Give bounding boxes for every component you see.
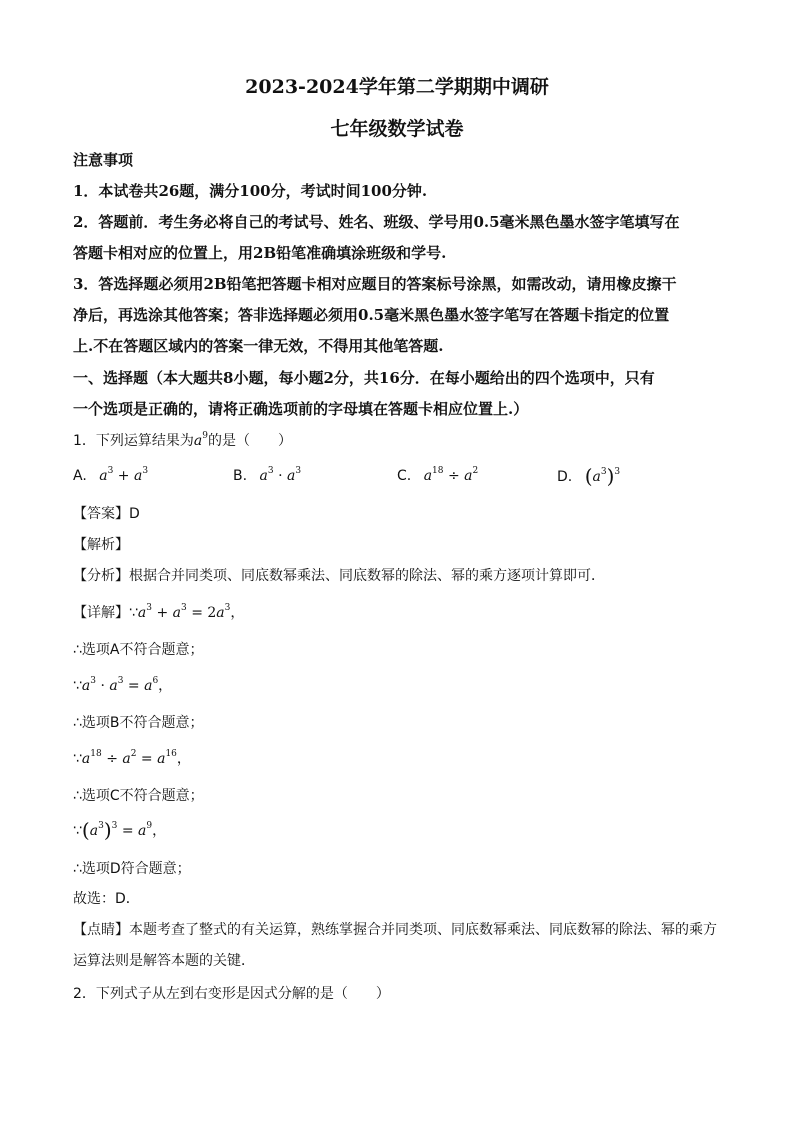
conclusion-a: ∴选项A不符合题意； bbox=[73, 642, 204, 658]
fenxi-line: 【分析】根据合并同类项、同底数幂乘法、同底数幂的除法、幂的乘方逐项计算即可． bbox=[73, 568, 605, 584]
page-subtitle: 七年级数学试卷 bbox=[330, 118, 464, 140]
notice-item-2-line-1: 2．答题前．考生务必将自己的考试号、姓名、班级、学号用0.5毫米黑色墨水签字笔填写在 bbox=[73, 213, 680, 231]
question-1-option-c: C. $a^{18} \div a^2$ bbox=[397, 466, 479, 484]
conclusion-d: ∴选项D符合题意； bbox=[73, 861, 191, 877]
question-1-option-a: A. $a^3 + a^3$ bbox=[73, 466, 149, 484]
comment-line-1: 【点睛】本题考查了整式的有关运算，熟练掌握合并同类项、同底数幂乘法、同底数幂的除法、幂的乘方 bbox=[73, 922, 717, 938]
notice-item-1: 1．本试卷共26题，满分100分，考试时间100分钟. bbox=[73, 182, 428, 200]
notice-item-2-line-2: 答题卡相对应的位置上，用2B铅笔准确填涂班级和学号. bbox=[73, 244, 447, 262]
question-1-stem: 1．下列运算结果为$a^9$的是（ ） bbox=[73, 431, 293, 449]
question-1-option-b: B. $a^3 \cdot a^3$ bbox=[233, 466, 302, 484]
notice-item-3-line-1: 3．答选择题必须用2B铅笔把答题卡相对应题目的答案标号涂黑，如需改动，请用橡皮擦干 bbox=[73, 275, 677, 293]
question-1-option-d: D. $(a^3)^3$ bbox=[557, 464, 621, 488]
detail-step-a: 【详解】$\because a^3 + a^3 = 2a^3$， bbox=[73, 603, 245, 621]
notice-heading: 注意事项 bbox=[73, 151, 134, 169]
page-title: 2023-2024学年第二学期期中调研 bbox=[245, 76, 549, 98]
conclusion-b: ∴选项B不符合题意； bbox=[73, 715, 204, 731]
analysis-tag: 【解析】 bbox=[73, 537, 129, 553]
conclusion-c: ∴选项C不符合题意； bbox=[73, 788, 204, 804]
comment-line-2: 运算法则是解答本题的关键． bbox=[73, 953, 255, 969]
detail-step-c: $\because a^{18} \div a^2 = a^{16}$， bbox=[73, 749, 191, 767]
detail-step-b: $\because a^3 \cdot a^3 = a^6$， bbox=[73, 676, 173, 694]
final-choice: 故选：D． bbox=[73, 891, 140, 907]
notice-item-3-line-3: 上.不在答题区域内的答案一律无效，不得用其他笔答题. bbox=[73, 337, 444, 355]
question-2-stem: 2．下列式子从左到右变形是因式分解的是（ ） bbox=[73, 986, 390, 1002]
section-1-heading-line-1: 一、选择题（本大题共8小题，每小题2分，共16分．在每小题给出的四个选项中，只有 bbox=[73, 369, 655, 387]
answer-line: 【答案】D bbox=[73, 506, 140, 522]
notice-item-3-line-2: 净后，再选涂其他答案；答非选择题必须用0.5毫米黑色墨水签字笔写在答题卡指定的位置 bbox=[73, 306, 670, 324]
section-1-heading-line-2: 一个选项是正确的，请将正确选项前的字母填在答题卡相应位置上.） bbox=[73, 400, 529, 418]
detail-step-d: $\because(a^3)^3 = a^9$， bbox=[73, 818, 167, 842]
